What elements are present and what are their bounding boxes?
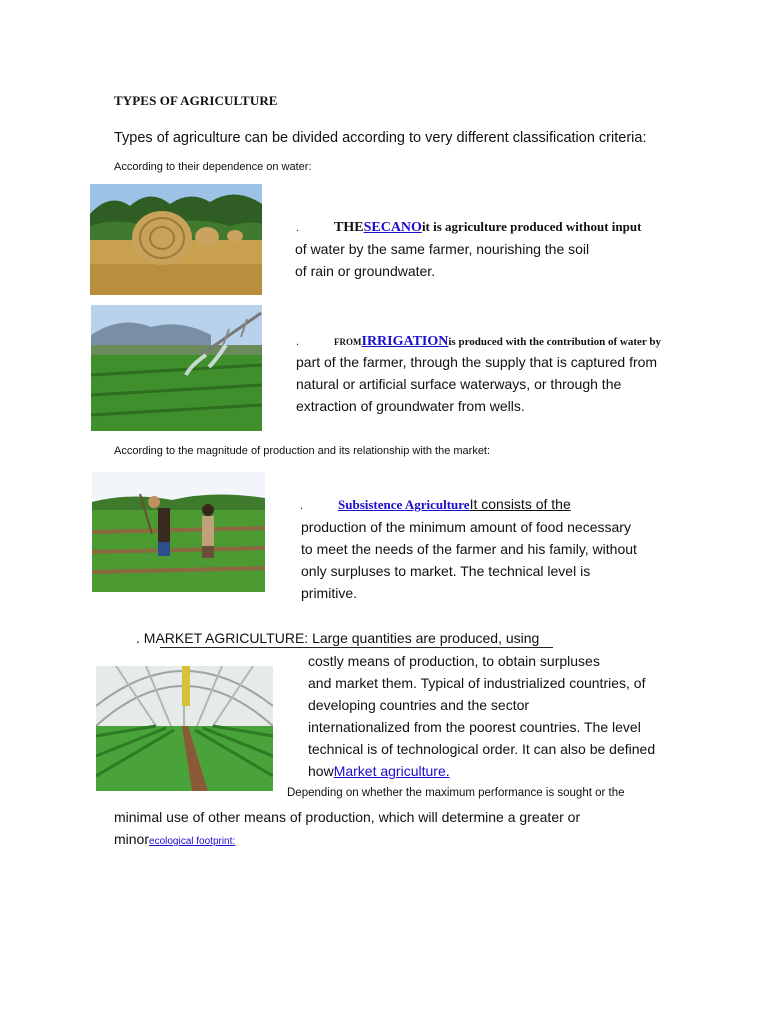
- hay-bales-image: [90, 184, 262, 295]
- closing-text: [114, 806, 580, 853]
- market-line: technical is of technological order. It can also be defined: [308, 741, 656, 757]
- market-line: costly means of production, to obtain surpluses: [308, 653, 600, 669]
- farmers-image: [92, 472, 265, 592]
- bullet: .: [296, 222, 300, 234]
- subsistence-line: only surpluses to market. The technical level is: [301, 563, 591, 579]
- secano-body: [295, 238, 589, 282]
- criterion-water: According to their dependence on water:: [114, 161, 312, 173]
- subsistence-link[interactable]: Subsistence Agriculture: [338, 497, 470, 512]
- irrigation-heading: [296, 332, 661, 350]
- market-how-line: [308, 760, 655, 782]
- greenhouse-image: [96, 666, 273, 791]
- ecological-footprint-link[interactable]: ecological footprint:: [149, 836, 236, 847]
- subsistence-line: production of the minimum amount of food necessary: [301, 519, 631, 535]
- page-title: TYPES OF AGRICULTURE: [114, 93, 278, 108]
- secano-line: of rain or groundwater.: [295, 263, 436, 279]
- subsistence-body: [301, 516, 637, 604]
- irrigation-from: FROM: [334, 337, 362, 347]
- market-line: and market them. Typical of industrialized countries, of: [308, 675, 646, 691]
- irrigation-rest: is produced with the contribution of water by: [448, 336, 661, 348]
- market-agriculture-link[interactable]: Market agriculture.: [333, 763, 450, 779]
- market-heading-underline: [160, 647, 553, 648]
- subsistence-line: to meet the needs of the farmer and his family, without: [301, 541, 637, 557]
- market-line: developing countries and the sector: [308, 697, 530, 713]
- bullet: .: [296, 336, 300, 348]
- closing-line: minimal use of other means of production, which will determine a greater or: [114, 809, 581, 825]
- secano-the: THE: [334, 220, 364, 235]
- market-how: how: [308, 763, 334, 779]
- irrigation-link[interactable]: IRRIGATION: [361, 334, 449, 349]
- bullet: .: [300, 500, 304, 512]
- irrigation-line: natural or artificial surface waterways, or through the: [296, 376, 622, 392]
- closing-line-2: [114, 828, 580, 853]
- criterion-market: According to the magnitude of production and its relationship with the market:: [114, 445, 491, 457]
- market-heading: . MARKET AGRICULTURE: Large quantities are produced, using: [136, 630, 540, 646]
- secano-line: of water by the same farmer, nourishing the soil: [295, 241, 590, 257]
- secano-rest: it is agriculture produced without input: [421, 219, 642, 234]
- market-line: internationalized from the poorest countries. The level: [308, 719, 641, 735]
- irrigation-line: part of the farmer, through the supply that is captured from: [296, 354, 658, 370]
- irrigation-line: extraction of groundwater from wells.: [296, 398, 525, 414]
- criterion-performance: Depending on whether the maximum performance is sought or the: [287, 787, 625, 799]
- subsistence-line: primitive.: [301, 585, 358, 601]
- secano-heading: [296, 218, 641, 236]
- subsistence-heading: [300, 496, 571, 513]
- closing-minor: minor: [114, 831, 150, 847]
- irrigation-body: [296, 351, 657, 417]
- market-body: [308, 650, 655, 782]
- intro-text: Types of agriculture can be divided according to very different classification criteria:: [114, 130, 647, 146]
- subsistence-rest: It consists of the: [469, 496, 571, 512]
- secano-link[interactable]: SECANO: [363, 220, 422, 235]
- irrigation-image: [91, 305, 262, 431]
